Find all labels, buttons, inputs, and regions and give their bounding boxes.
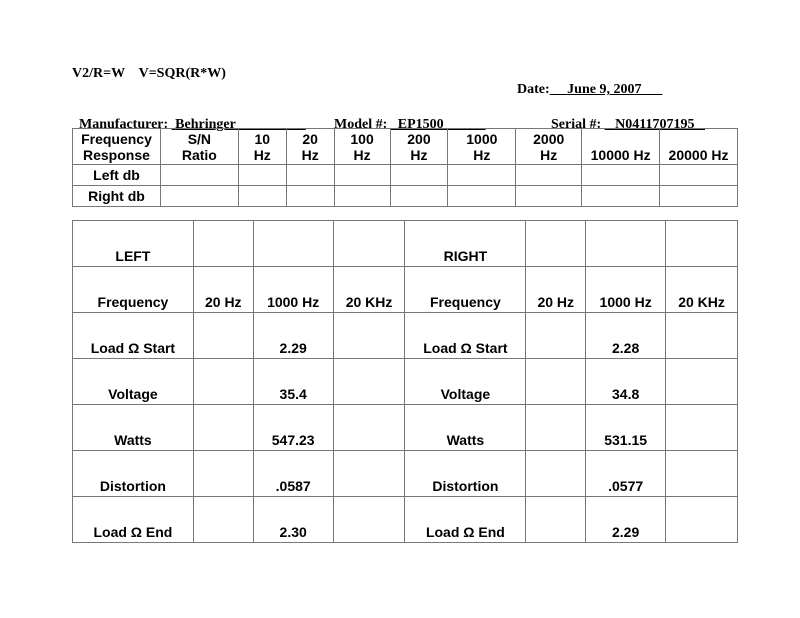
header-cell: 2000 Hz (516, 129, 582, 165)
row-label: Watts (73, 405, 194, 451)
data-cell (334, 186, 390, 207)
header-cell: 20000 Hz (660, 129, 738, 165)
manufacturer-value: Behringer (175, 117, 236, 132)
header-cell: 200 Hz (390, 129, 448, 165)
row-label: Voltage (73, 359, 194, 405)
table-row (73, 165, 738, 186)
row-label: Left db (73, 165, 161, 186)
data-cell (582, 165, 660, 186)
header-cell: S/N Ratio (160, 129, 238, 165)
data-cell: 547.23 (253, 405, 333, 451)
data-cell (333, 451, 405, 497)
column-header: 20 KHz (333, 267, 405, 313)
data-cell (526, 451, 586, 497)
frequency-header-row (73, 129, 738, 165)
data-cell (333, 405, 405, 451)
data-cell (526, 497, 586, 543)
header-cell: 10 Hz (238, 129, 286, 165)
row-label: Distortion (73, 451, 194, 497)
date-field (510, 66, 662, 98)
row-label: Distortion (405, 451, 526, 497)
manufacturer-label: Manufacturer: (79, 117, 169, 132)
data-cell: .0577 (586, 451, 666, 497)
table-row (73, 186, 738, 207)
data-cell: 2.30 (253, 497, 333, 543)
column-header: 20 Hz (526, 267, 586, 313)
column-header: Frequency (73, 267, 194, 313)
data-cell (333, 313, 405, 359)
data-cell (333, 497, 405, 543)
data-cell (238, 165, 286, 186)
data-cell (193, 359, 253, 405)
power-measurement-table (72, 220, 738, 543)
data-cell: 34.8 (586, 359, 666, 405)
data-cell (193, 313, 253, 359)
data-cell (582, 186, 660, 207)
title-row (73, 221, 738, 267)
data-cell (666, 497, 738, 543)
data-cell (238, 186, 286, 207)
header-cell: 1000 Hz (448, 129, 516, 165)
data-cell (666, 451, 738, 497)
data-cell (193, 451, 253, 497)
data-cell (666, 359, 738, 405)
data-cell (390, 165, 448, 186)
data-cell (516, 186, 582, 207)
row-label: Load Ω Start (73, 313, 194, 359)
table-row (73, 497, 738, 543)
data-cell (526, 359, 586, 405)
data-cell (516, 165, 582, 186)
data-cell (666, 405, 738, 451)
row-label: Load Ω Start (405, 313, 526, 359)
serial-value: N0411707195 (615, 117, 695, 132)
header-cell: 10000 Hz (582, 129, 660, 165)
data-cell (448, 186, 516, 207)
data-cell: 35.4 (253, 359, 333, 405)
table-row (73, 451, 738, 497)
row-label: Voltage (405, 359, 526, 405)
table-row (73, 359, 738, 405)
data-cell: 2.28 (586, 313, 666, 359)
serial-label: Serial #: (551, 117, 602, 132)
data-cell (660, 165, 738, 186)
column-header: Frequency (405, 267, 526, 313)
data-cell: .0587 (253, 451, 333, 497)
data-cell: 2.29 (586, 497, 666, 543)
data-cell (286, 165, 334, 186)
data-cell (160, 186, 238, 207)
column-header: 20 Hz (193, 267, 253, 313)
data-cell (193, 405, 253, 451)
date-value: June 9, 2007 (567, 82, 642, 97)
data-cell (666, 313, 738, 359)
column-header-row (73, 267, 738, 313)
frequency-response-table (72, 128, 738, 207)
data-cell (333, 359, 405, 405)
data-cell: 2.29 (253, 313, 333, 359)
table-row (73, 405, 738, 451)
column-header: 1000 Hz (586, 267, 666, 313)
data-cell: 531.15 (586, 405, 666, 451)
row-label: Watts (405, 405, 526, 451)
model-value: EP1500 (397, 117, 444, 132)
data-cell (448, 165, 516, 186)
row-label: Load Ω End (73, 497, 194, 543)
column-header: 1000 Hz (253, 267, 333, 313)
data-cell (526, 313, 586, 359)
header-cell: 20 Hz (286, 129, 334, 165)
row-label: Right db (73, 186, 161, 207)
data-cell (160, 165, 238, 186)
formula-text: V2/R=W V=SQR(R*W) (72, 66, 226, 81)
right-channel-title: RIGHT (405, 221, 526, 267)
model-label: Model #: (334, 117, 388, 132)
data-cell (193, 497, 253, 543)
header-cell: Frequency Response (73, 129, 161, 165)
left-channel-title: LEFT (73, 221, 194, 267)
data-cell (660, 186, 738, 207)
data-cell (286, 186, 334, 207)
data-cell (526, 405, 586, 451)
row-label: Load Ω End (405, 497, 526, 543)
column-header: 20 KHz (666, 267, 738, 313)
data-cell (334, 165, 390, 186)
data-cell (390, 186, 448, 207)
date-label: Date: (517, 82, 550, 97)
header-cell: 100 Hz (334, 129, 390, 165)
table-row (73, 313, 738, 359)
